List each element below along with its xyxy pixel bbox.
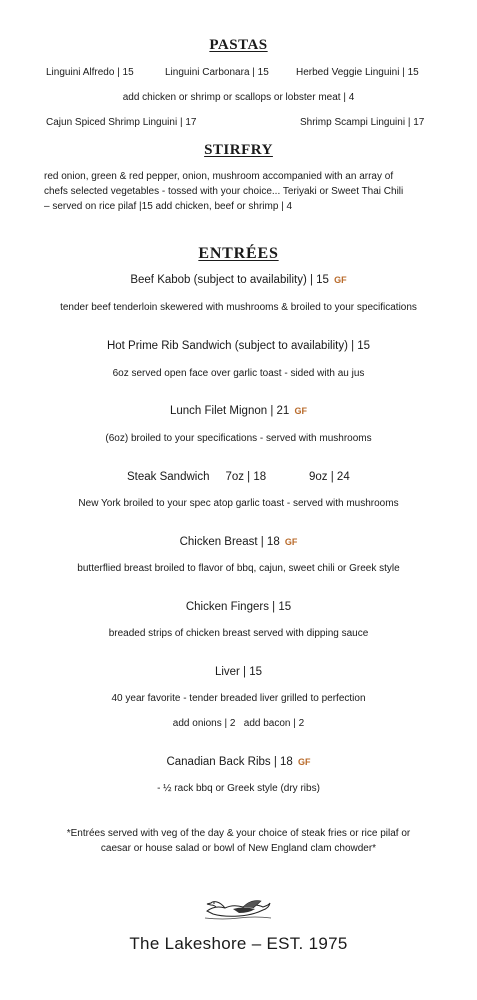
stirfry-line-3: – served on rice pilaf |15 add chicken, beef or shrimp | 4 bbox=[44, 201, 293, 212]
entree-title-text: Canadian Back Ribs | 18 bbox=[166, 756, 293, 768]
entree-title-beef-kabob bbox=[0, 274, 477, 286]
restaurant-name-footer: The Lakeshore – EST. 1975 bbox=[129, 934, 348, 953]
entree-title-steak-sandwich-9oz: 9oz | 24 bbox=[309, 471, 350, 483]
entree-desc-chicken-breast: butterflied breast broiled to flavor of bbq, cajun, sweet chili or Greek style bbox=[77, 563, 400, 574]
menu-item-linguini-carbonara: Linguini Carbonara | 15 bbox=[165, 67, 269, 78]
loon-bird-icon bbox=[203, 893, 273, 923]
pastas-addon: add chicken or shrimp or scallops or lobster meat | 4 bbox=[122, 92, 355, 103]
gluten-free-badge: GF bbox=[294, 406, 308, 416]
entree-title-steak-sandwich: Steak Sandwich 7oz | 18 bbox=[127, 471, 267, 483]
stirfry-line-2: chefs selected vegetables - tossed with your choice... Teriyaki or Sweet Thai Chili bbox=[44, 186, 404, 197]
menu-item-cajun-shrimp-linguini: Cajun Spiced Shrimp Linguini | 17 bbox=[46, 117, 197, 128]
pastas-heading: PASTAS bbox=[209, 37, 268, 53]
entree-title-prime-rib-sandwich: Hot Prime Rib Sandwich (subject to availability) | 15 bbox=[106, 340, 371, 352]
entree-desc-back-ribs: - ½ rack bbq or Greek style (dry ribs) bbox=[157, 783, 320, 794]
entree-title-text: Beef Kabob (subject to availability) | 15 bbox=[130, 274, 329, 286]
entree-addons-liver: add onions | 2 add bacon | 2 bbox=[172, 718, 305, 729]
entree-desc-liver: 40 year favorite - tender breaded liver grilled to perfection bbox=[111, 693, 366, 704]
entree-title-text: Chicken Breast | 18 bbox=[179, 536, 280, 548]
entrees-footnote bbox=[40, 826, 437, 856]
stirfry-line-1: red onion, green & red pepper, onion, mushroom accompanied with an array of bbox=[44, 171, 394, 182]
gluten-free-badge: GF bbox=[298, 757, 311, 767]
footnote-line-2: caesar or house salad or bowl of New England clam chowder* bbox=[100, 843, 377, 854]
entree-title-chicken-breast bbox=[0, 536, 477, 548]
menu-item-linguini-alfredo: Linguini Alfredo | 15 bbox=[46, 67, 134, 78]
entree-desc-steak-sandwich: New York broiled to your spec atop garlic toast - served with mushrooms bbox=[78, 498, 399, 509]
entree-desc-lunch-filet: (6oz) broiled to your specifications - served with mushrooms bbox=[105, 433, 372, 444]
entree-title-liver: Liver | 15 bbox=[214, 666, 263, 678]
menu-item-herbed-veggie-linguini: Herbed Veggie Linguini | 15 bbox=[296, 67, 419, 78]
entree-title-lunch-filet bbox=[0, 405, 477, 417]
stirfry-heading: STIRFRY bbox=[204, 142, 273, 158]
stirfry-description bbox=[44, 169, 434, 214]
entrees-heading: ENTRÉES bbox=[198, 245, 279, 262]
entree-desc-prime-rib-sandwich: 6oz served open face over garlic toast - sided with au jus bbox=[112, 368, 365, 379]
entree-desc-chicken-fingers: breaded strips of chicken breast served with dipping sauce bbox=[108, 628, 369, 639]
entree-title-text: Lunch Filet Mignon | 21 bbox=[169, 405, 290, 417]
entree-desc-beef-kabob: tender beef tenderloin skewered with mushrooms & broiled to your specifications bbox=[60, 302, 417, 313]
gluten-free-badge: GF bbox=[334, 275, 347, 285]
footnote-line-1: *Entrées served with veg of the day & your choice of steak fries or rice pilaf or bbox=[66, 828, 411, 839]
menu-item-shrimp-scampi-linguini: Shrimp Scampi Linguini | 17 bbox=[300, 117, 425, 128]
gluten-free-badge: GF bbox=[284, 537, 298, 547]
entree-title-back-ribs bbox=[0, 756, 477, 768]
entree-title-chicken-fingers: Chicken Fingers | 15 bbox=[185, 601, 292, 613]
